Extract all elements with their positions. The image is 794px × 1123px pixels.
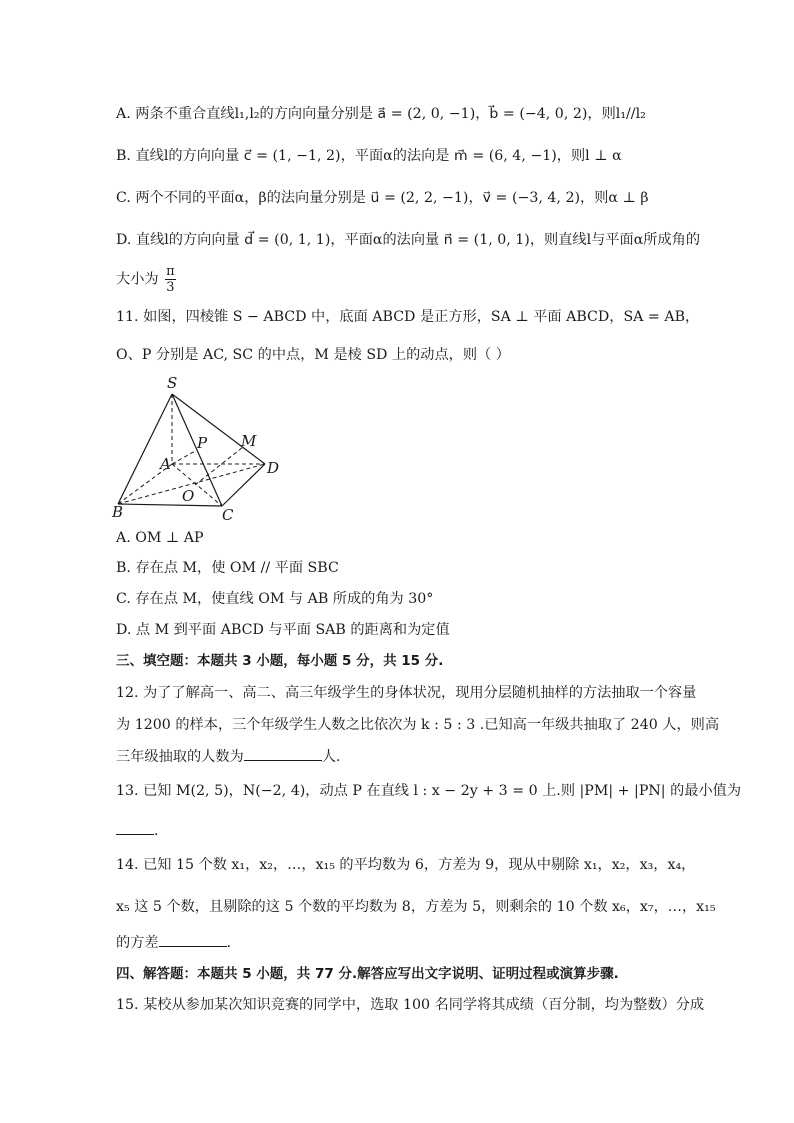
q13-line-1: 13. 已知 M(2, 5)，N(−2, 4)，动点 P 在直线 l : x − 2y + 3 = 0 上.则 |PM| + |PN| 的最小值为 xyxy=(116,783,742,799)
label-m: M xyxy=(241,432,257,450)
pyramid-figure xyxy=(110,372,290,522)
pi-over-3-fraction xyxy=(165,264,176,295)
q11-option-c: C. 存在点 M，使直线 OM 与 AB 所成的角为 30° xyxy=(116,591,434,607)
q14-line-1: 14. 已知 15 个数 x₁，x₂，…，x₁₅ 的平均数为 6，方差为 9，现从中剔除 x₁，x₂，x₃，x₄， xyxy=(116,857,696,873)
q15-line-1: 15. 某校从参加某次知识竞赛的同学中，选取 100 名同学将其成绩（百分制，均为整数）分成 xyxy=(116,997,705,1013)
q13-line-2 xyxy=(116,820,159,841)
q11-stem-line-1: 11. 如图，四棱锥 S − ABCD 中，底面 ABCD 是正方形，SA ⊥ 平面 ABCD，SA = AB， xyxy=(116,309,700,325)
q14-line-3-prefix: 的方差 xyxy=(116,935,159,951)
edge-sd xyxy=(172,394,265,464)
label-c: C xyxy=(222,506,234,522)
segment-ap-hidden xyxy=(172,450,197,464)
q12-line-3-prefix: 三年级抽取的人数为 xyxy=(116,749,244,765)
label-a: A xyxy=(160,455,171,473)
q10-option-d-prefix: 大小为 xyxy=(116,271,159,288)
edge-bc xyxy=(118,504,222,506)
edge-sb xyxy=(118,394,172,504)
label-o: O xyxy=(182,487,195,505)
q14-line-3 xyxy=(116,932,231,953)
label-p: P xyxy=(197,434,208,452)
q12-line-3 xyxy=(116,746,340,767)
q11-option-a: A. OM ⊥ AP xyxy=(116,530,204,546)
q11-option-d: D. 点 M 到平面 ABCD 与平面 SAB 的距离和为定值 xyxy=(116,622,450,638)
segment-om-hidden xyxy=(195,447,243,485)
label-d: D xyxy=(267,459,280,477)
q13-line-2-suffix: . xyxy=(154,823,159,839)
answer-blank-q14 xyxy=(159,932,227,947)
diagonal-ac-hidden xyxy=(172,464,222,506)
section-4-heading: 四、解答题：本题共 5 小题，共 77 分.解答应写出文字说明、证明过程或演算步骤. xyxy=(116,966,619,982)
q10-option-a: A. 两条不重合直线l₁,l₂的方向向量分别是 a⃗ = (2, 0, −1)，b⃗ = (−4, 0, 2)，则l₁//l₂ xyxy=(116,106,646,122)
q14-line-2: x₅ 这 5 个数，且剔除的这 5 个数的平均数为 8，方差为 5，则剩余的 10 个数 x₆，x₇，…，x₁₅ xyxy=(116,899,716,915)
q10-option-b: B. 直线l的方向向量 c⃗ = (1, −1, 2)，平面α的法向是 m⃗ = (6, 4, −1)，则l ⊥ α xyxy=(116,148,622,164)
q12-line-3-suffix: 人. xyxy=(321,749,341,765)
answer-blank-q13 xyxy=(116,820,154,835)
q14-line-3-suffix: . xyxy=(226,935,232,951)
q11-option-b: B. 存在点 M，使 OM // 平面 SBC xyxy=(116,560,339,576)
q11-stem-line-2: O、P 分别是 AC, SC 的中点，M 是棱 SD 上的动点，则（ ） xyxy=(116,347,510,363)
answer-blank-q12 xyxy=(244,746,322,761)
q10-option-d-continued xyxy=(116,264,176,295)
fraction-denominator: 3 xyxy=(166,280,175,295)
q12-line-2: 为 1200 的样本，三个年级学生人数之比依次为 k : 5 : 3 .已知高一年级共抽取了 240 人，则高 xyxy=(116,717,720,733)
q10-option-d: D. 直线l的方向向量 d⃗ = (0, 1, 1)，平面α的法向量 n⃗ = (1, 0, 1)，则直线l与平面α所成角的 xyxy=(116,232,701,248)
section-3-heading: 三、填空题：本题共 3 小题，每小题 5 分，共 15 分. xyxy=(116,653,444,669)
fraction-numerator: π xyxy=(166,264,175,279)
label-b: B xyxy=(112,503,124,521)
q10-option-c: C. 两个不同的平面α，β的法向量分别是 u⃗ = (2, 2, −1)，v⃗ = (−3, 4, 2)，则α ⊥ β xyxy=(116,190,649,206)
q12-line-1: 12. 为了了解高一、高二、高三年级学生的身体状况，现用分层随机抽样的方法抽取一个容量 xyxy=(116,685,697,701)
label-s: S xyxy=(167,374,178,392)
